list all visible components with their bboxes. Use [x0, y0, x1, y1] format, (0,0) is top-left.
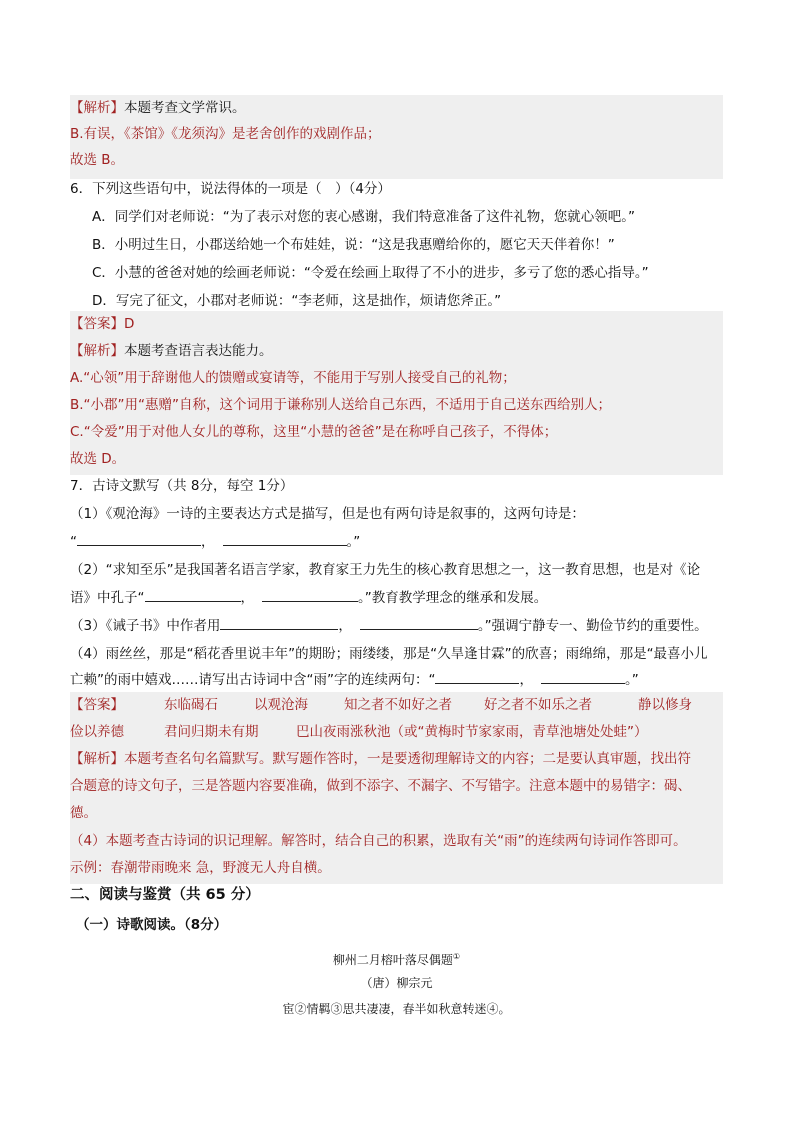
text: 。”: [624, 672, 639, 688]
blank-3[interactable]: [145, 587, 241, 602]
text: 语》中孔子“: [70, 590, 145, 606]
analysis-line: [70, 95, 246, 121]
answer-item: 好之者不如乐之者: [484, 697, 592, 713]
analysis-text: 德。: [70, 805, 97, 821]
text: 。”教育教学理念的继承和发展。: [358, 590, 548, 606]
question-7-part-3: [70, 613, 708, 639]
question-7-part-4-a: （4）雨丝丝，那是“稻花香里说丰年”的期盼；雨缕缕，那是“久旱逢甘霖”的欣喜；雨绵绵，那是“最喜小儿: [70, 646, 708, 662]
footnote-marker: ①: [452, 952, 461, 961]
text: 亡赖”的雨中嬉戏……请写出古诗词中含“雨”字的连续两句：“: [70, 672, 436, 688]
answer-item: 静以修身: [638, 697, 692, 713]
answer-block-7: [70, 692, 723, 884]
question-7-part-1-blanks: [70, 529, 360, 555]
analysis-block-5: [70, 95, 723, 179]
answer-item: 东临碣石: [164, 697, 218, 713]
answer-line-1: [70, 692, 692, 718]
poem-title: [70, 944, 723, 970]
question-7-part-4-b: [70, 667, 639, 693]
analysis-line: [70, 338, 273, 364]
analysis-text: 合题意的诗文句子，三是答题内容要准确，做到不添字、不漏字、不写错字。注意本题中的易错字：碣、: [70, 778, 691, 794]
analysis-tag: 【解析】: [70, 343, 124, 359]
answer-tag: 【答案】: [70, 316, 124, 332]
question-7-part-1: （1）《观沧海》一诗的主要表达方式是描写，但是也有两句诗是叙事的，这两句诗是：: [70, 506, 585, 522]
answer-item: 俭以养德: [70, 724, 124, 740]
analysis-text: 本题考查语言表达能力。: [124, 343, 273, 359]
analysis-text: 示例：春潮带雨晚来 急，野渡无人舟自横。: [70, 860, 331, 876]
section-heading: 二、阅读与鉴赏（共 65 分）: [70, 887, 260, 903]
answer-item: 巴山夜雨涨秋池（或“黄梅时节家家雨，青草池塘处处蛙”）: [296, 724, 648, 740]
answer-item: 以观沧海: [254, 697, 308, 713]
answer-line-2: [70, 719, 648, 745]
analysis-option-a: A.“心领”用于辞谢他人的馈赠或宴请等，不能用于写别人接受自己的礼物；: [70, 370, 516, 386]
choose-line: 故选 B。: [70, 152, 125, 168]
blank-6[interactable]: [360, 615, 478, 630]
poem-title-text: 柳州二月榕叶落尽偶题: [332, 953, 453, 967]
answer-item: 君问归期未有期: [164, 724, 259, 740]
answer-item: 知之者不如好之者: [344, 697, 452, 713]
poem-author: （唐）柳宗元: [360, 976, 433, 990]
separator: ，: [201, 534, 215, 550]
blank-8[interactable]: [541, 669, 625, 684]
question-6: [70, 176, 723, 316]
answer-tag: 【答案】: [70, 697, 124, 713]
poem-line: 宦②情羁③思共凄凄，春半如秋意转迷④。: [282, 1002, 511, 1016]
quote-close: 。”: [346, 534, 361, 550]
subsection-heading: （一）诗歌阅读。（8分）: [76, 917, 228, 933]
separator: ，: [338, 618, 352, 634]
separator: ，: [240, 590, 254, 606]
blank-7[interactable]: [435, 669, 519, 684]
blank-4[interactable]: [262, 587, 358, 602]
analysis-text: 本题考查名句名篇默写。默写题作答时，一是要透彻理解诗文的内容；二是要认真审题，找出符: [124, 751, 691, 767]
analysis-text: （4）本题考查古诗词的识记理解。解答时，结合自己的积累，选取有关“雨”的连续两句诗词作答即可。: [70, 833, 687, 849]
option-a: A．同学们对老师说：“为了表示对您的衷心感谢，我们特意准备了这件礼物，您就心领吧。”: [92, 209, 635, 225]
blank-5[interactable]: [220, 615, 338, 630]
choose-line: 故选 D。: [70, 451, 126, 467]
answer-value: D: [124, 316, 135, 332]
answer-block-6: [70, 311, 723, 475]
analysis-tag: 【解析】: [70, 100, 124, 116]
text: （3）《诫子书》中作者用: [70, 618, 221, 634]
analysis-line: [70, 746, 691, 772]
question-7: [70, 473, 723, 693]
option-c: C．小慧的爸爸对她的绘画老师说：“令爱在绘画上取得了不小的进步，多亏了您的悉心指导。”: [92, 265, 649, 281]
option-b: B．小明过生日，小郡送给她一个布娃娃，说：“这是我惠赠给你的，愿它天天伴着你！”: [92, 237, 615, 253]
answer-line: [70, 311, 134, 337]
analysis-option-b: B.“小郡”用“惠赠”自称，这个词用于谦称别人送给自己东西，不适用于自己送东西给别人；: [70, 397, 612, 413]
analysis-tag: 【解析】: [70, 751, 124, 767]
analysis-option-c: C.“令爱”用于对他人女儿的尊称，这里“小慧的爸爸”是在称呼自己孩子，不得体；: [70, 424, 558, 440]
option-d: D．写完了征文，小郡对老师说：“李老师，这是拙作，烦请您斧正。”: [92, 293, 502, 309]
question-7-part-2-b: [70, 585, 547, 611]
blank-1[interactable]: [77, 531, 201, 546]
blank-2[interactable]: [223, 531, 347, 546]
quote-open: “: [70, 534, 77, 550]
question-7-stem: 7．古诗文默写（共 8分，每空 1分）: [70, 478, 294, 494]
separator: ，: [519, 672, 533, 688]
question-7-part-2-a: （2）“求知至乐”是我国著名语言学家，教育家王力先生的核心教育思想之一，这一教育思想，也是对《论: [70, 562, 701, 578]
text: 。”强调宁静专一、勤俭节约的重要性。: [477, 618, 708, 634]
analysis-text: 本题考查文学常识。: [124, 100, 246, 116]
part-2: [70, 882, 723, 1022]
analysis-option-b: B.有误，《茶馆》《龙须沟》是老舍创作的戏剧作品；: [70, 126, 381, 142]
question-6-stem: 6．下列这些语句中，说法得体的一项是（ ）（4分）: [70, 181, 391, 197]
